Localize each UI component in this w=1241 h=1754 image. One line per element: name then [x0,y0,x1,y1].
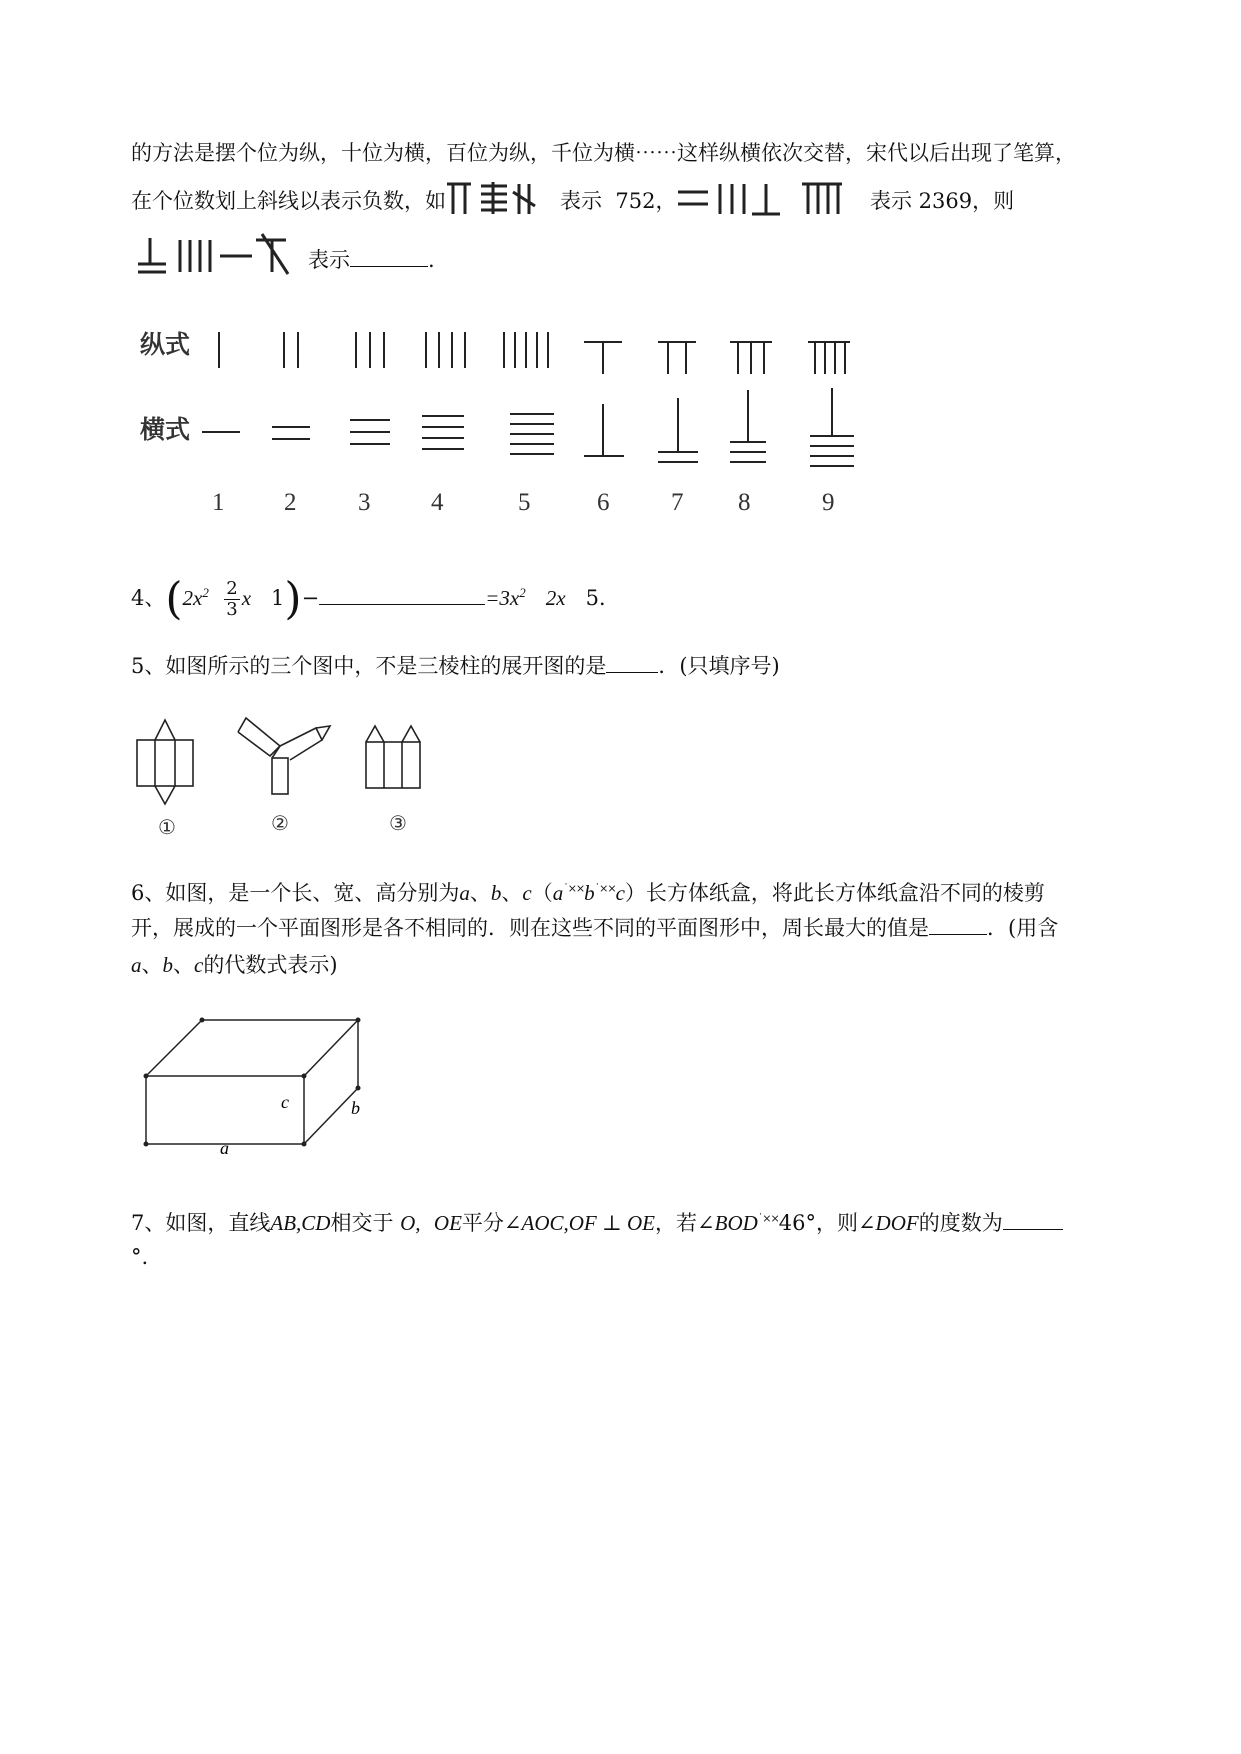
q6-l3-sep1: 、 [141,953,163,977]
rod-numeral-table [130,320,870,520]
q6-gt-2: ˙×× [594,882,616,895]
net-label-3: ③ [389,811,407,835]
q3-represents-2: 表示 [308,248,350,272]
digit-label-7: 7 [671,489,684,516]
edge-label-b: b [351,1098,360,1118]
q3-line2-text-a: 在个位数划上斜线以表示负数，如 [131,189,446,213]
q5-end: ．(只填序号) [658,654,780,678]
q6-var-a: a [459,881,470,905]
q7-text-b: 相交于 [330,1211,394,1235]
digit-label-5: 5 [518,489,531,516]
edge-label-a: a [220,1138,229,1158]
q6-text-a: 6、如图，是一个长、宽、高分别为 [131,881,460,905]
q6-l3-a: a [131,953,142,977]
q7-text-d: ，若 [655,1211,698,1235]
q6-text-b: ）长方体纸盒，将此长方体纸盒沿不同的棱剪 [624,881,1045,905]
q4-term-2x: 2x [182,586,203,610]
q7-oe: OE [433,1211,462,1235]
digit-label-8: 8 [738,489,751,516]
q4-rhs-2x: 2x [545,586,566,610]
q4-one: 1 [271,586,285,610]
digit-label-3: 3 [358,489,371,516]
net-label-2: ② [271,811,289,835]
q6-paren-open: （ [531,881,553,905]
q6-line1 [131,874,1045,908]
q7-text-e: ，则 [815,1211,858,1235]
row-label-horizontal: 横式 [140,415,191,444]
q5-text: 5、如图所示的三个图中，不是三棱柱的展开图的是 [131,654,607,678]
digit-label-6: 6 [597,489,610,516]
q6-sep-1: 、 [469,881,491,905]
q6-line2 [131,912,1058,943]
q3-line1: 的方法是摆个位为纵，十位为横，百位为纵，千位为横⋯⋯这样纵横依次交替，宋代以后出现了笔算， [131,141,1076,165]
q6-text-e: 的代数式表示) [203,953,338,977]
q6-paren-b: b [584,881,595,905]
q3-line2 [131,186,446,216]
edge-label-c: c [281,1092,289,1112]
rod-numeral-752 [445,180,545,220]
q4-exp: 2 [202,585,209,600]
q4-line [131,573,620,625]
q3-value-752: 752， [615,189,677,213]
digit-label-9: 9 [822,489,835,516]
q6-l3-b: b [162,953,173,977]
q7-answer-blank[interactable] [1003,1207,1063,1230]
q3-end: . [428,248,435,272]
q4-rhs-5: 5． [585,586,620,610]
q3-line3 [308,244,435,275]
q3-line2-b [560,186,676,216]
q6-paren-c: c [615,881,625,905]
q6-sep-2: 、 [501,881,523,905]
q3-line2-c: 表示 2369，则 [870,189,1015,213]
digit-label-2: 2 [284,489,297,516]
q7-angles: ∠AOC,OF ⊥ OE [503,1211,656,1235]
q6-l3-sep2: 、 [173,953,194,977]
q5-line [131,650,780,681]
q3-represents-1: 表示 [560,189,602,213]
q4-rhs: =3x [485,586,520,610]
q7-angle-bod: ∠BOD [697,1211,758,1235]
q7-text-f: 的度数为 [918,1211,1003,1235]
q6-text-c: 开，展成的一个平面图形是各不相同的．则在这些不同的平面图形中，周长最大的值是 [131,916,929,940]
q4-fraction: $\frac{2}{3}$ [226,578,238,620]
q7-line1 [131,1204,1063,1238]
q6-answer-blank[interactable] [929,912,987,935]
q6-var-c: c [522,881,532,905]
digit-label-1: 1 [212,489,225,516]
digit-label-4: 4 [431,489,444,516]
q5-answer-blank[interactable] [606,650,658,673]
prism-nets-figure [130,712,430,842]
q6-l3-c: c [194,953,204,977]
cuboid-figure [140,1016,380,1166]
q7-text-a: 7、如图，直线 [131,1211,271,1235]
q7-point-o: O, [400,1211,421,1235]
row-label-vertical: 纵式 [140,330,191,359]
q7-eq: ˙×× [757,1212,779,1225]
q7-value: 46° [778,1211,816,1235]
q4-rhs-exp: 2 [519,585,526,600]
rod-numeral-2369 [676,180,856,220]
q4-minus: − [301,586,320,610]
q7-text-c: 平分 [461,1211,504,1235]
q4-x: x [241,586,252,610]
q4-number: 4、 [131,586,166,610]
q6-text-d: ．(用含 [987,916,1059,940]
q6-paren-a: a [552,881,564,905]
q4-right-paren: ) [284,573,302,625]
q6-var-b: b [490,881,502,905]
q6-line3 [131,950,338,980]
q6-gt-1: ˙×× [563,882,585,895]
net-label-1: ① [158,815,176,839]
q7-angle-dof: ∠DOF [857,1211,919,1235]
q3-answer-blank[interactable] [350,244,428,267]
q4-answer-blank[interactable] [319,582,485,605]
q7-line2: °. [131,1245,149,1269]
rod-numeral-question [136,234,296,278]
q7-lines: AB,CD [270,1211,331,1235]
q4-left-paren: ( [165,573,183,625]
